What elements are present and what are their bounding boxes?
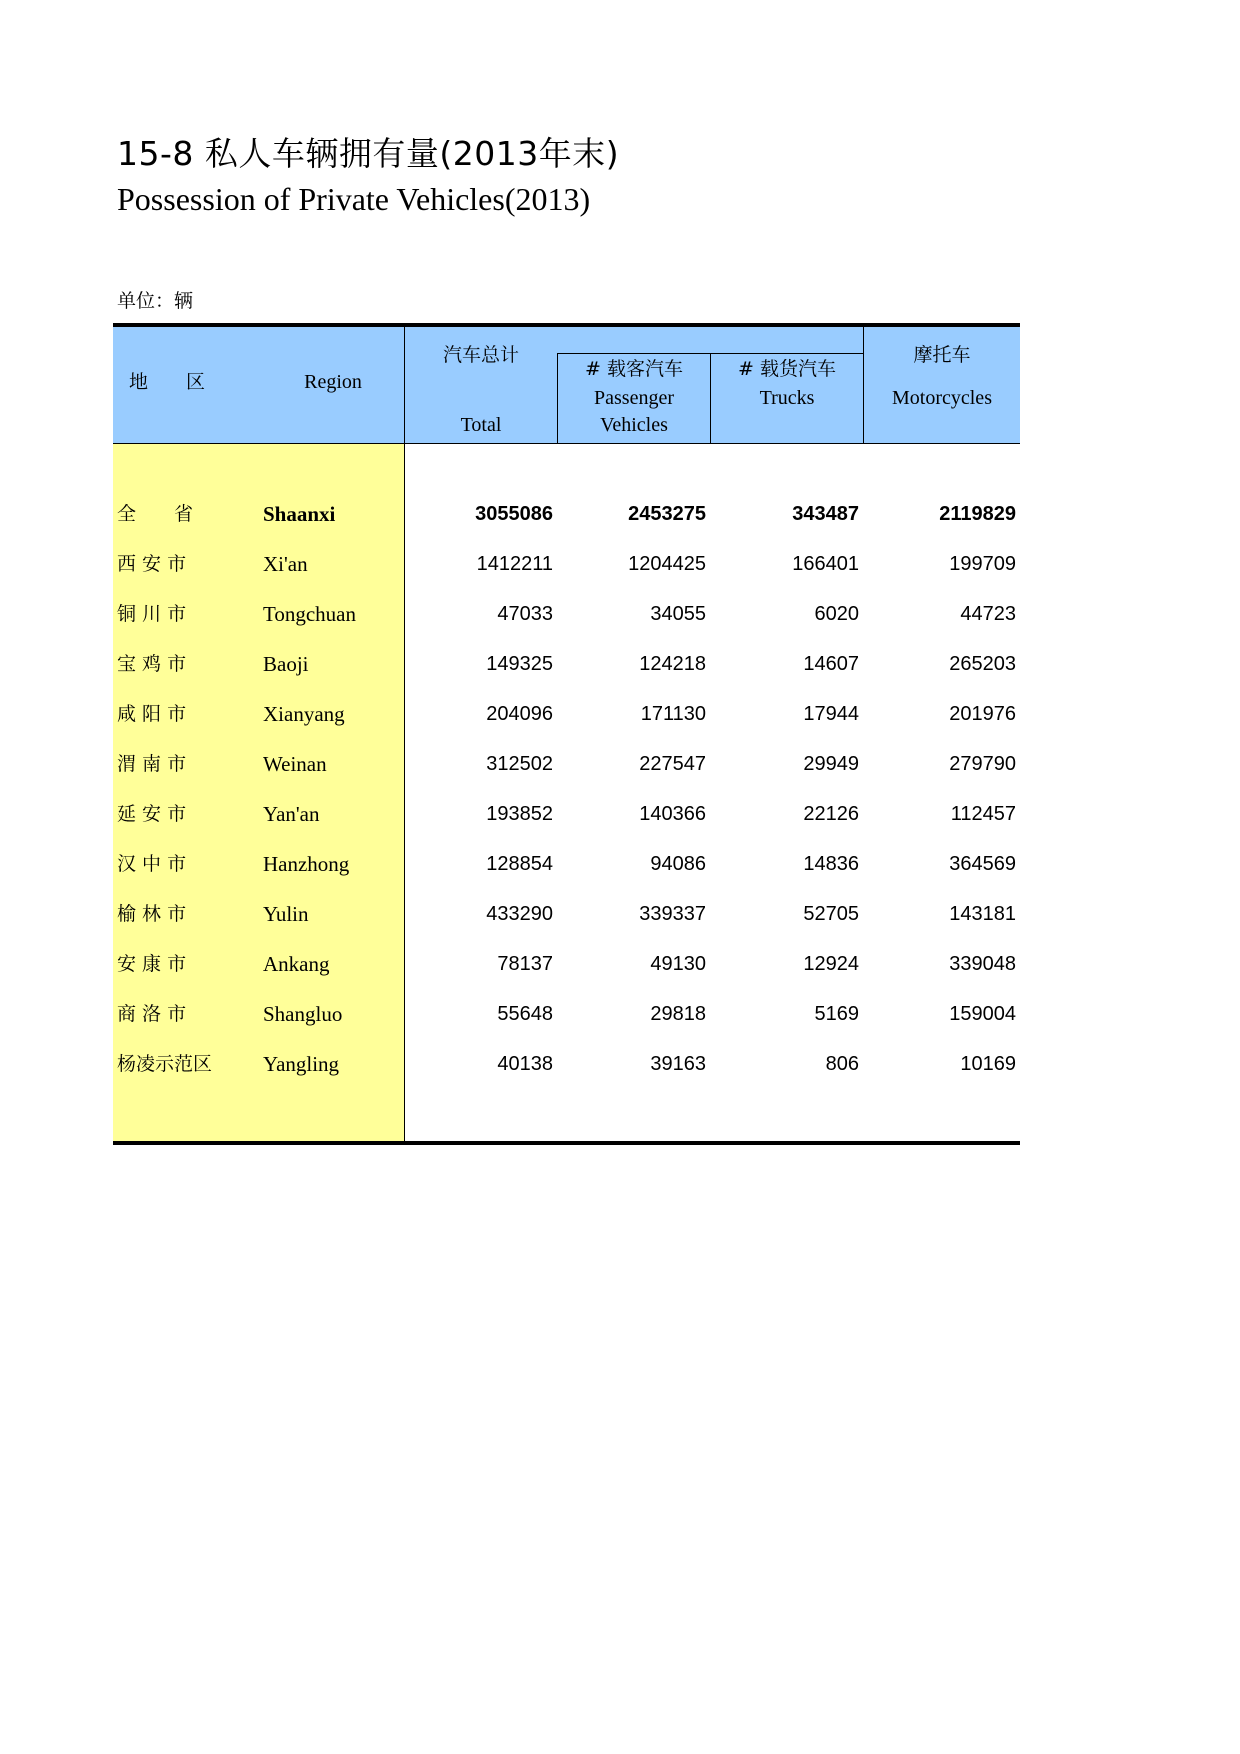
unit-label: 单位：辆 — [117, 290, 194, 312]
table-row — [113, 539, 1020, 589]
region-en: Baoji — [263, 652, 309, 676]
table-row — [113, 1039, 1020, 1089]
total-value: 128854 — [486, 853, 553, 875]
motorcycles-value: 44723 — [960, 603, 1016, 625]
region-cn: 延 安 市 — [117, 803, 187, 825]
total-value: 193852 — [486, 803, 553, 825]
passenger-value: 39163 — [650, 1053, 706, 1075]
table-row — [113, 889, 1020, 939]
motorcycles-value: 279790 — [949, 753, 1016, 775]
table-row — [113, 989, 1020, 1039]
trucks-value: 5169 — [814, 1003, 859, 1025]
motorcycles-value: 10169 — [960, 1053, 1016, 1075]
header-total-cn: 汽车总计 — [442, 344, 519, 366]
motorcycles-value: 112457 — [950, 803, 1016, 825]
passenger-value: 171130 — [640, 703, 706, 725]
trucks-value: 52705 — [803, 903, 859, 925]
table-bottom-rule — [113, 1141, 1020, 1145]
trucks-value: 17944 — [803, 703, 859, 725]
passenger-value: 339337 — [639, 903, 706, 925]
table-row — [113, 939, 1020, 989]
trucks-value: 29949 — [803, 753, 859, 775]
total-value: 312502 — [486, 753, 553, 775]
header-passenger-en-2: Vehicles — [600, 414, 668, 436]
header-bottom-rule — [113, 443, 1020, 444]
region-en: Yan'an — [263, 802, 320, 826]
header-passenger-cn: # 载客汽车 — [585, 358, 683, 380]
total-value: 47033 — [497, 603, 553, 625]
passenger-value: 34055 — [650, 603, 706, 625]
region-cn: 安 康 市 — [117, 953, 187, 975]
table-row — [113, 689, 1020, 739]
motorcycles-value: 199709 — [949, 553, 1016, 575]
header-motorcycles-en: Motorcycles — [892, 387, 992, 409]
region-cn: 宝 鸡 市 — [117, 653, 187, 675]
region-cn: 汉 中 市 — [117, 853, 187, 875]
region-en: Xi'an — [263, 552, 308, 576]
trucks-value: 14607 — [803, 653, 859, 675]
region-en: Xianyang — [263, 702, 345, 726]
title-chinese: 15-8 私人车辆拥有量(2013年末) — [117, 134, 620, 173]
region-en: Weinan — [263, 752, 327, 776]
trucks-value: 12924 — [803, 953, 859, 975]
region-cn: 铜 川 市 — [117, 603, 187, 625]
total-value: 55648 — [497, 1003, 553, 1025]
header-motorcycles-cn: 摩托车 — [913, 344, 971, 366]
table-top-rule — [113, 323, 1020, 327]
header-region-en: Region — [304, 371, 362, 393]
trucks-value: 6020 — [814, 603, 859, 625]
region-cn: 商 洛 市 — [117, 1003, 187, 1025]
total-value: 40138 — [497, 1053, 553, 1075]
motorcycles-value: 201976 — [949, 703, 1016, 725]
region-en: Ankang — [263, 952, 330, 976]
motorcycles-value: 339048 — [949, 953, 1016, 975]
total-value: 78137 — [497, 953, 553, 975]
total-value: 149325 — [486, 653, 553, 675]
motorcycles-value: 159004 — [949, 1003, 1016, 1025]
region-cn: 西 安 市 — [117, 553, 187, 575]
table-row — [113, 789, 1020, 839]
region-en: Hanzhong — [263, 852, 350, 876]
passenger-value: 124218 — [639, 653, 706, 675]
motorcycles-value: 2119829 — [939, 503, 1016, 525]
region-en: Yangling — [263, 1052, 340, 1076]
table-row — [113, 589, 1020, 639]
header-passenger-en-1: Passenger — [594, 387, 674, 409]
region-cn: 榆 林 市 — [117, 903, 187, 925]
passenger-value: 140366 — [639, 803, 706, 825]
trucks-value: 806 — [825, 1053, 859, 1075]
region-cn: 咸 阳 市 — [117, 703, 187, 725]
motorcycles-value: 364569 — [949, 853, 1016, 875]
passenger-value: 227547 — [639, 753, 706, 775]
trucks-value: 343487 — [792, 503, 859, 525]
header-region-cn: 地 区 — [129, 371, 206, 393]
passenger-value: 1204425 — [628, 553, 706, 575]
region-en: Yulin — [263, 902, 309, 926]
header-trucks-en: Trucks — [759, 387, 815, 409]
region-en: Shaanxi — [263, 502, 336, 526]
total-value: 3055086 — [475, 503, 553, 525]
total-value: 204096 — [486, 703, 553, 725]
passenger-value: 94086 — [650, 853, 706, 875]
vehicles-table — [113, 323, 1020, 1145]
trucks-value: 14836 — [803, 853, 859, 875]
header-total-en: Total — [460, 414, 502, 436]
passenger-value: 2453275 — [628, 503, 706, 525]
passenger-value: 29818 — [650, 1003, 706, 1025]
title-english: Possession of Private Vehicles(2013) — [117, 181, 591, 217]
region-en: Tongchuan — [263, 602, 357, 626]
table-row — [113, 839, 1020, 889]
region-cn: 杨凌示范区 — [117, 1053, 213, 1075]
header-trucks-cn: # 载货汽车 — [738, 358, 836, 380]
region-en: Shangluo — [263, 1002, 343, 1026]
table-row — [113, 739, 1020, 789]
passenger-value: 49130 — [650, 953, 706, 975]
total-value: 1412211 — [476, 553, 553, 575]
trucks-value: 166401 — [792, 553, 859, 575]
motorcycles-value: 265203 — [949, 653, 1016, 675]
table-row-province — [113, 489, 1020, 539]
region-cn: 渭 南 市 — [117, 753, 187, 775]
motorcycles-value: 143181 — [949, 903, 1016, 925]
total-value: 433290 — [486, 903, 553, 925]
region-cn: 全 省 — [117, 503, 194, 525]
table-row — [113, 639, 1020, 689]
trucks-value: 22126 — [803, 803, 859, 825]
